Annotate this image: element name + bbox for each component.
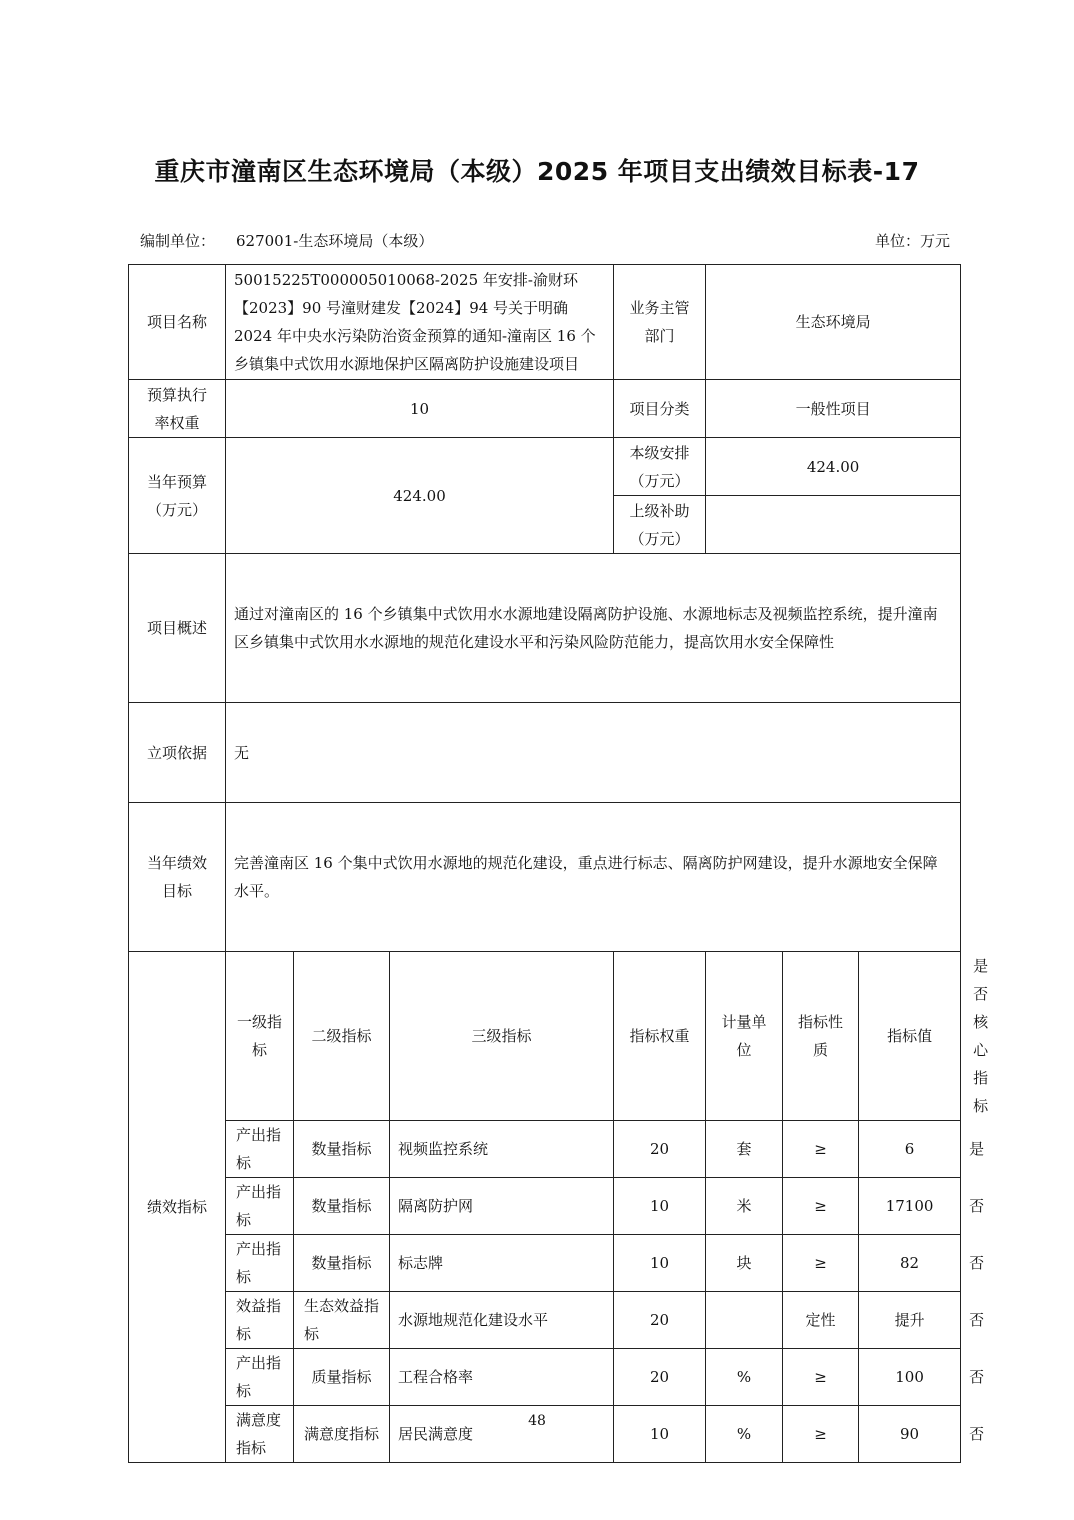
table-row: 产出指标 数量指标 视频监控系统 20 套 ≥ 6 是	[129, 1121, 961, 1178]
indicator-value: 100	[859, 1349, 961, 1406]
indicator-weight: 10	[614, 1178, 706, 1235]
indicator-level1: 产出指标	[226, 1121, 294, 1178]
header-weight: 指标权重	[614, 952, 706, 1121]
indicator-unit: 套	[706, 1121, 783, 1178]
page-title: 重庆市潼南区生态环境局（本级）2025 年项目支出绩效目标表-17	[154, 157, 920, 186]
overview-label: 项目概述	[129, 554, 226, 703]
dept-value: 生态环境局	[706, 265, 961, 380]
indicator-level2: 数量指标	[294, 1121, 390, 1178]
header-unit: 计量单位	[706, 952, 783, 1121]
org-label: 编制单位：	[140, 232, 216, 250]
local-label: 本级安排（万元）	[614, 438, 706, 496]
header-level2: 二级指标	[294, 952, 390, 1121]
table-row: 效益指标 生态效益指标 水源地规范化建设水平 20 定性 提升 否	[129, 1292, 961, 1349]
basis-value: 无	[226, 703, 961, 803]
indicator-unit: %	[706, 1349, 783, 1406]
indicator-unit: 米	[706, 1178, 783, 1235]
weight-value: 10	[226, 380, 614, 438]
indicator-weight: 20	[614, 1349, 706, 1406]
org-value: 627001-生态环境局（本级）	[236, 232, 434, 250]
budget-value: 424.00	[226, 438, 614, 554]
indicator-value: 提升	[859, 1292, 961, 1349]
project-name-value: 50015225T000005010068-2025 年安排-渝财环【2023】90 号潼财建发【2024】94 号关于明确 2024 年中央水污染防治资金预算的通知-潼南区 16 个乡镇集中式饮用水源地保护区隔离防护设施建设项目	[226, 265, 614, 380]
unit-label: 单位：万元	[874, 232, 950, 250]
local-value: 424.00	[706, 438, 961, 496]
category-label: 项目分类	[614, 380, 706, 438]
indicator-level1: 效益指标	[226, 1292, 294, 1349]
dept-label: 业务主管部门	[614, 265, 706, 380]
indicator-level3: 隔离防护网	[390, 1178, 614, 1235]
subsidy-label: 上级补助（万元）	[614, 496, 706, 554]
table-row: 产出指标 质量指标 工程合格率 20 % ≥ 100 否	[129, 1349, 961, 1406]
overview-value: 通过对潼南区的 16 个乡镇集中式饮用水水源地建设隔离防护设施、水源地标志及视频监控系统，提升潼南区乡镇集中式饮用水水源地的规范化建设水平和污染风险防范能力，提高饮用水安全保障性	[226, 554, 961, 703]
indicator-level3: 标志牌	[390, 1235, 614, 1292]
indicator-level1: 产出指标	[226, 1235, 294, 1292]
goal-value: 完善潼南区 16 个集中式饮用水源地的规范化建设，重点进行标志、隔离防护网建设，提升水源地安全保障水平。	[226, 803, 961, 952]
indicator-header-row: 绩效指标 一级指标 二级指标 三级指标 指标权重 计量单位 指标性质 指标值 是否核心指标	[129, 952, 961, 1121]
basis-label: 立项依据	[129, 703, 226, 803]
performance-table	[128, 264, 989, 1463]
indicator-nature: 定性	[783, 1292, 859, 1349]
subsidy-value	[706, 496, 961, 554]
indicator-nature: ≥	[783, 1235, 859, 1292]
indicator-level2: 质量指标	[294, 1349, 390, 1406]
project-name-label: 项目名称	[129, 265, 226, 380]
indicator-level3: 工程合格率	[390, 1349, 614, 1406]
header-value: 指标值	[859, 952, 961, 1121]
indicator-level2: 生态效益指标	[294, 1292, 390, 1349]
indicator-level3: 水源地规范化建设水平	[390, 1292, 614, 1349]
header-level1: 一级指标	[226, 952, 294, 1121]
indicator-level1: 产出指标	[226, 1178, 294, 1235]
weight-label: 预算执行率权重	[129, 380, 226, 438]
header-level3: 三级指标	[390, 952, 614, 1121]
indicator-unit	[706, 1292, 783, 1349]
goal-label: 当年绩效目标	[129, 803, 226, 952]
indicator-weight: 10	[614, 1406, 706, 1463]
header-nature: 指标性质	[783, 952, 859, 1121]
indicator-nature: ≥	[783, 1121, 859, 1178]
indicator-level2: 数量指标	[294, 1235, 390, 1292]
indicator-level2: 数量指标	[294, 1178, 390, 1235]
indicator-level3: 居民满意度	[390, 1406, 614, 1463]
indicator-level2: 满意度指标	[294, 1406, 390, 1463]
indicator-weight: 10	[614, 1235, 706, 1292]
indicator-unit: %	[706, 1406, 783, 1463]
indicator-level1: 产出指标	[226, 1349, 294, 1406]
indicator-label: 绩效指标	[129, 952, 226, 1463]
indicator-nature: ≥	[783, 1178, 859, 1235]
indicator-unit: 块	[706, 1235, 783, 1292]
indicator-level1: 满意度指标	[226, 1406, 294, 1463]
table-row: 产出指标 数量指标 标志牌 10 块 ≥ 82 否	[129, 1235, 961, 1292]
indicator-value: 90	[859, 1406, 961, 1463]
table-row: 满意度指标 满意度指标 居民满意度 10 % ≥ 90 否	[129, 1406, 961, 1463]
indicator-weight: 20	[614, 1121, 706, 1178]
page-number: 48	[528, 1413, 546, 1429]
indicator-nature: ≥	[783, 1406, 859, 1463]
indicator-value: 17100	[859, 1178, 961, 1235]
indicator-value: 6	[859, 1121, 961, 1178]
budget-label: 当年预算（万元）	[129, 438, 226, 554]
category-value: 一般性项目	[706, 380, 961, 438]
indicator-nature: ≥	[783, 1349, 859, 1406]
table-row: 产出指标 数量指标 隔离防护网 10 米 ≥ 17100 否	[129, 1178, 961, 1235]
indicator-weight: 20	[614, 1292, 706, 1349]
indicator-value: 82	[859, 1235, 961, 1292]
indicator-level3: 视频监控系统	[390, 1121, 614, 1178]
